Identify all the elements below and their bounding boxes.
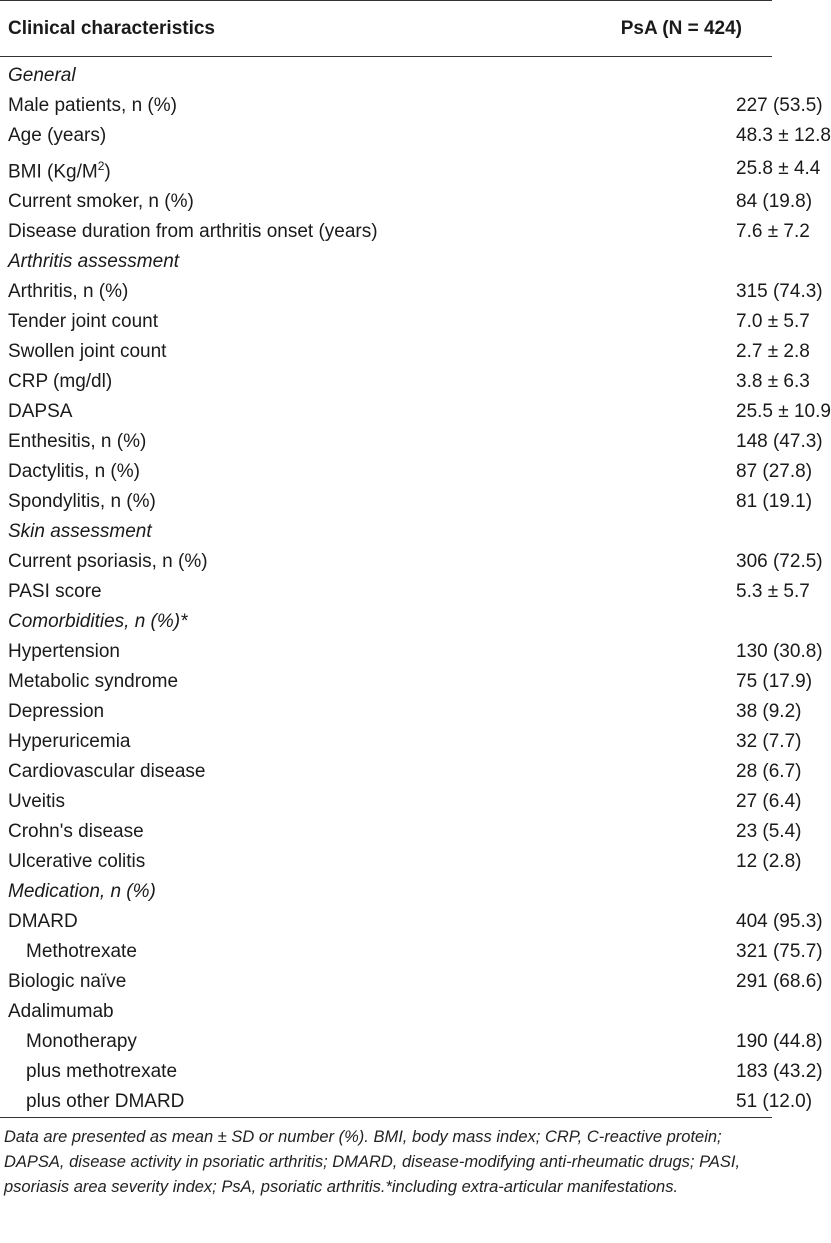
row-label-text: Male patients, n (%)	[8, 95, 177, 116]
table-row	[0, 727, 772, 757]
row-value: 12 (2.8)	[736, 851, 802, 873]
row-label	[0, 337, 440, 367]
row-label	[0, 757, 440, 787]
row-label-text: Dactylitis, n (%)	[8, 461, 140, 483]
row-value: 227 (53.5)	[736, 95, 823, 116]
header-psa-n: PsA (N = 424)	[620, 17, 742, 39]
table-row	[0, 1057, 772, 1087]
table-row	[0, 307, 772, 337]
row-value: 315 (74.3)	[736, 281, 823, 303]
row-label	[0, 907, 440, 937]
row-label-text: Arthritis, n (%)	[8, 281, 129, 303]
row-label-text: Hypertension	[8, 641, 120, 663]
row-label-text: Skin assessment	[8, 521, 152, 543]
row-label-text: CRP (mg/dl)	[8, 371, 113, 393]
row-value: 81 (19.1)	[736, 491, 813, 513]
row-value: 148 (47.3)	[736, 431, 823, 453]
row-label	[0, 667, 440, 697]
row-label	[0, 487, 440, 517]
row-label	[0, 151, 440, 187]
row-value: 32 (7.7)	[736, 731, 802, 753]
row-label-text: Current psoriasis, n (%)	[8, 551, 208, 573]
row-label-text: Depression	[8, 701, 105, 723]
row-value: 3.8 ± 6.3	[736, 371, 810, 393]
row-value: 7.6 ± 7.2	[736, 221, 810, 243]
row-label-text: Age (years)	[8, 125, 107, 146]
row-label-suffix: )	[104, 161, 111, 183]
table-row	[0, 667, 772, 697]
row-label	[0, 307, 440, 337]
row-label-text: Metabolic syndrome	[8, 671, 179, 693]
row-label	[0, 187, 440, 217]
row-value: 7.0 ± 5.7	[736, 311, 810, 333]
row-value: 28 (6.7)	[736, 761, 802, 783]
row-value	[440, 997, 772, 1027]
row-label	[0, 967, 440, 997]
row-label	[0, 637, 440, 667]
table-row	[0, 757, 772, 787]
row-label	[0, 1087, 440, 1118]
row-value: 306 (72.5)	[736, 551, 823, 573]
row-label	[0, 217, 440, 247]
row-label-text: Hyperuricemia	[8, 731, 131, 753]
row-value: 51 (12.0)	[736, 1091, 813, 1113]
header-row	[0, 1, 772, 57]
row-label	[0, 247, 440, 277]
row-label	[0, 517, 440, 547]
row-label	[0, 997, 440, 1027]
table-row	[0, 637, 772, 667]
row-value	[440, 877, 772, 907]
row-value	[440, 607, 772, 637]
row-value	[440, 247, 772, 277]
row-value: 84 (19.8)	[736, 191, 813, 213]
row-label	[0, 91, 440, 121]
row-value: 404 (95.3)	[736, 911, 823, 933]
row-label-text: DAPSA	[8, 401, 73, 423]
row-label-text: BMI (Kg/M	[8, 161, 98, 183]
table-row	[0, 817, 772, 847]
section-row	[0, 57, 772, 92]
row-label-text: PASI score	[8, 581, 102, 603]
table-row	[0, 907, 772, 937]
table-row	[0, 697, 772, 727]
section-row	[0, 877, 772, 907]
row-label-text: plus methotrexate	[26, 1061, 178, 1083]
row-label	[0, 457, 440, 487]
table-row	[0, 1087, 772, 1118]
table-row	[0, 277, 772, 307]
row-label-text: Arthritis assessment	[8, 251, 180, 273]
table-row	[0, 967, 772, 997]
row-label	[0, 367, 440, 397]
row-label-text: Uveitis	[8, 791, 66, 813]
row-value: 2.7 ± 2.8	[736, 341, 810, 363]
row-label	[0, 577, 440, 607]
row-label	[0, 277, 440, 307]
table-row	[0, 547, 772, 577]
row-value: 25.8 ± 4.4	[736, 158, 821, 180]
table-footnote: Data are presented as mean ± SD or number (%). BMI, body mass index; CRP, C-reactive protein; DAPSA, disease activity in psoriatic arthritis; DMARD, disease-modifying anti-rheumatic drugs; PASI, psoriasis area severity index; PsA, psoriatic arthritis.*including extra-articular manifestations.	[4, 1128, 741, 1197]
table-row	[0, 151, 772, 187]
table-row	[0, 337, 772, 367]
row-value	[440, 517, 772, 547]
row-label	[0, 607, 440, 637]
table-row	[0, 427, 772, 457]
row-label	[0, 1027, 440, 1057]
section-row	[0, 247, 772, 277]
characteristics-table	[0, 1, 831, 1118]
row-label	[0, 937, 440, 967]
row-label-text: Crohn's disease	[8, 821, 144, 843]
table-row	[0, 187, 772, 217]
row-label-text: General	[8, 65, 76, 86]
row-value: 75 (17.9)	[736, 671, 813, 693]
table-row	[0, 847, 772, 877]
row-label	[0, 427, 440, 457]
table-row	[0, 397, 772, 427]
row-label-text: Comorbidities, n (%)*	[8, 611, 188, 633]
row-label-text: Biologic naïve	[8, 971, 127, 993]
row-value: 190 (44.8)	[736, 1031, 823, 1053]
table-row	[0, 487, 772, 517]
row-value: 23 (5.4)	[736, 821, 802, 843]
row-label	[0, 1057, 440, 1087]
row-label	[0, 727, 440, 757]
row-label	[0, 697, 440, 727]
table-row	[0, 457, 772, 487]
row-value: 38 (9.2)	[736, 701, 802, 723]
section-row	[0, 607, 772, 637]
row-label	[0, 787, 440, 817]
row-label-text: Tender joint count	[8, 311, 158, 333]
row-label-text: Disease duration from arthritis onset (years)	[8, 221, 378, 243]
row-label-text: Current smoker, n (%)	[8, 191, 194, 213]
row-value: 183 (43.2)	[736, 1061, 823, 1083]
table-body	[0, 57, 831, 1118]
table-row	[0, 367, 772, 397]
row-label-text: Ulcerative colitis	[8, 851, 146, 873]
row-label	[0, 397, 440, 427]
row-label-text: Swollen joint count	[8, 341, 167, 363]
row-value: 48.3 ± 12.8	[736, 125, 831, 146]
table-row	[0, 217, 772, 247]
table-row	[0, 1027, 772, 1057]
row-label-text: Medication, n (%)	[8, 881, 156, 903]
row-label-text: Spondylitis, n (%)	[8, 491, 156, 513]
table-row	[0, 997, 772, 1027]
table-row	[0, 91, 772, 121]
row-label	[0, 847, 440, 877]
header-clinical-characteristics: Clinical characteristics	[8, 17, 215, 39]
row-label	[0, 547, 440, 577]
row-value: 321 (75.7)	[736, 941, 823, 963]
row-label-text: plus other DMARD	[26, 1091, 185, 1113]
row-value	[440, 57, 772, 92]
row-label	[0, 877, 440, 907]
row-label-text: Methotrexate	[26, 941, 137, 963]
row-label-text: Adalimumab	[8, 1001, 114, 1023]
row-label-text: Cardiovascular disease	[8, 761, 206, 783]
row-label-text: Monotherapy	[26, 1031, 137, 1053]
row-label	[0, 121, 440, 151]
table-row	[0, 577, 772, 607]
row-value: 87 (27.8)	[736, 461, 813, 483]
table-row	[0, 121, 772, 151]
row-value: 5.3 ± 5.7	[736, 581, 810, 603]
row-label-text: DMARD	[8, 911, 78, 933]
row-label-text: Enthesitis, n (%)	[8, 431, 147, 453]
row-value: 27 (6.4)	[736, 791, 802, 813]
section-row	[0, 517, 772, 547]
row-value: 291 (68.6)	[736, 971, 823, 993]
row-value: 130 (30.8)	[736, 641, 823, 663]
table-row	[0, 787, 772, 817]
table-row	[0, 937, 772, 967]
row-value: 25.5 ± 10.9	[736, 401, 831, 423]
row-label	[0, 817, 440, 847]
row-label	[0, 57, 440, 92]
superscript: 2	[97, 159, 105, 173]
